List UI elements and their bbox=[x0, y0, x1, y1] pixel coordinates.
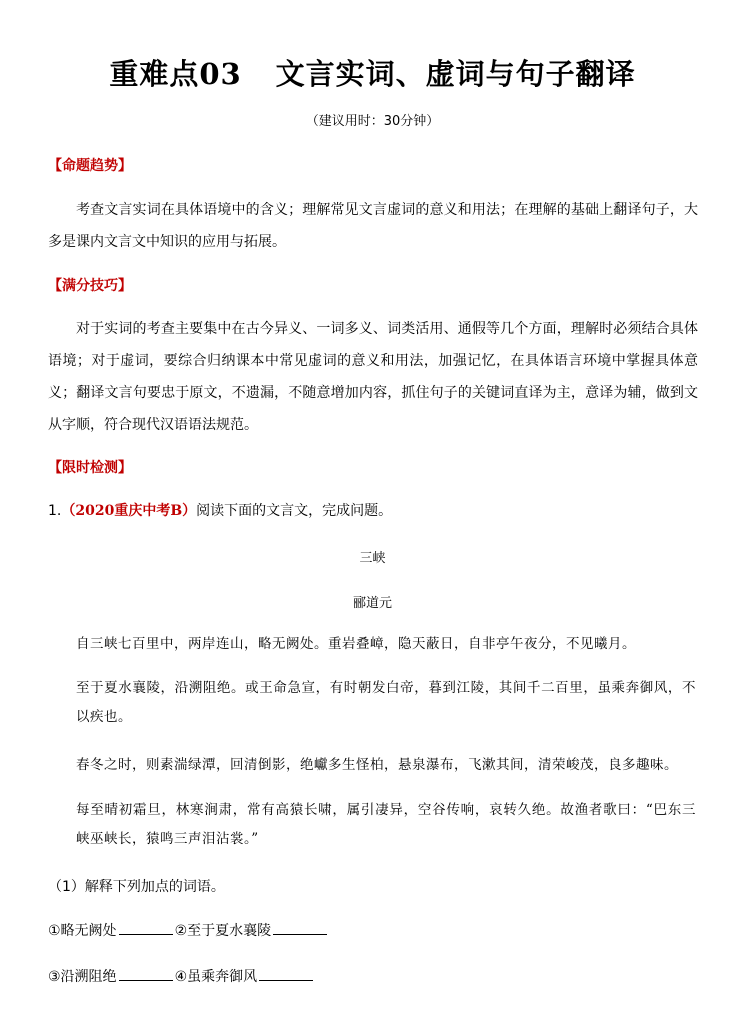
question-prompt: 阅读下面的文言文，完成问题。 bbox=[196, 503, 393, 519]
trend-paragraph: 考查文言实词在具体语境中的含义；理解常见文言虚词的意义和用法；在理解的基础上翻译句子，大多是课内文言文中知识的应用与拓展。 bbox=[48, 202, 698, 250]
answer-blank-2[interactable] bbox=[273, 920, 327, 935]
section-tag-test: 【限时检测】 bbox=[48, 460, 132, 476]
page-title bbox=[0, 52, 745, 93]
passage-paragraph-1: 自三峡七百里中，两岸连山，略无阙处。重岩叠嶂，隐天蔽日，自非亭午夜分，不见曦月。 bbox=[76, 636, 636, 652]
passage-author: 郦道元 bbox=[352, 596, 392, 611]
tips-paragraph: 对于实词的考查主要集中在古今异义、一词多义、词类活用、通假等几个方面，理解时必须结合具体语境；对于虚词，要综合归纳课本中常见虚词的意义和用法，加强记忆，在具体语言环境中掌握具体意义；翻译文言句要忠于原文，不遗漏，不随意增加内容，抓住句子的关键词直译为主，意译为辅，做到文从字顺，符合现代汉语语法规范。 bbox=[48, 321, 698, 433]
suggested-time: （建议用时：30分钟） bbox=[305, 114, 440, 129]
question-1 bbox=[48, 500, 392, 520]
item-2: ②至于夏水襄陵 bbox=[174, 923, 272, 939]
item-4: ④虽乘奔御风 bbox=[174, 969, 258, 985]
title-topic: 文言实词、虚词与句子翻译 bbox=[275, 57, 636, 91]
passage-paragraph-3: 春冬之时，则素湍绿潭，回清倒影，绝巘多生怪柏，悬泉瀑布，飞漱其间，清荣峻茂，良多趣味。 bbox=[76, 757, 678, 773]
passage-title: 三峡 bbox=[359, 551, 386, 566]
answer-blank-4[interactable] bbox=[259, 966, 313, 981]
answer-row-1 bbox=[48, 920, 329, 940]
passage-paragraph-2: 至于夏水襄陵，沿溯阻绝。或王命急宣，有时朝发白帝，暮到江陵，其间千二百里，虽乘奔御风，不以疾也。 bbox=[76, 680, 696, 725]
title-code: 重难点03 bbox=[109, 57, 242, 91]
question-number: 1. bbox=[48, 503, 62, 519]
section-tag-trend: 【命题趋势】 bbox=[48, 158, 132, 174]
item-1: ①略无阙处 bbox=[48, 923, 117, 939]
passage-paragraph-4: 每至晴初霜旦，林寒涧肃，常有高猿长啸，属引凄异，空谷传响，哀转久绝。故渔者歌曰：“巴东三峡巫峡长，猿鸣三声泪沾裳。” bbox=[76, 802, 696, 847]
answer-blank-1[interactable] bbox=[119, 920, 173, 935]
item-3: ③沿溯阻绝 bbox=[48, 969, 117, 985]
answer-blank-3[interactable] bbox=[119, 966, 173, 981]
subquestion-label: （1）解释下列加点的词语。 bbox=[48, 879, 225, 895]
question-source: （2020重庆中考B） bbox=[61, 503, 197, 519]
answer-row-2 bbox=[48, 966, 315, 986]
section-tag-tips: 【满分技巧】 bbox=[48, 278, 132, 294]
